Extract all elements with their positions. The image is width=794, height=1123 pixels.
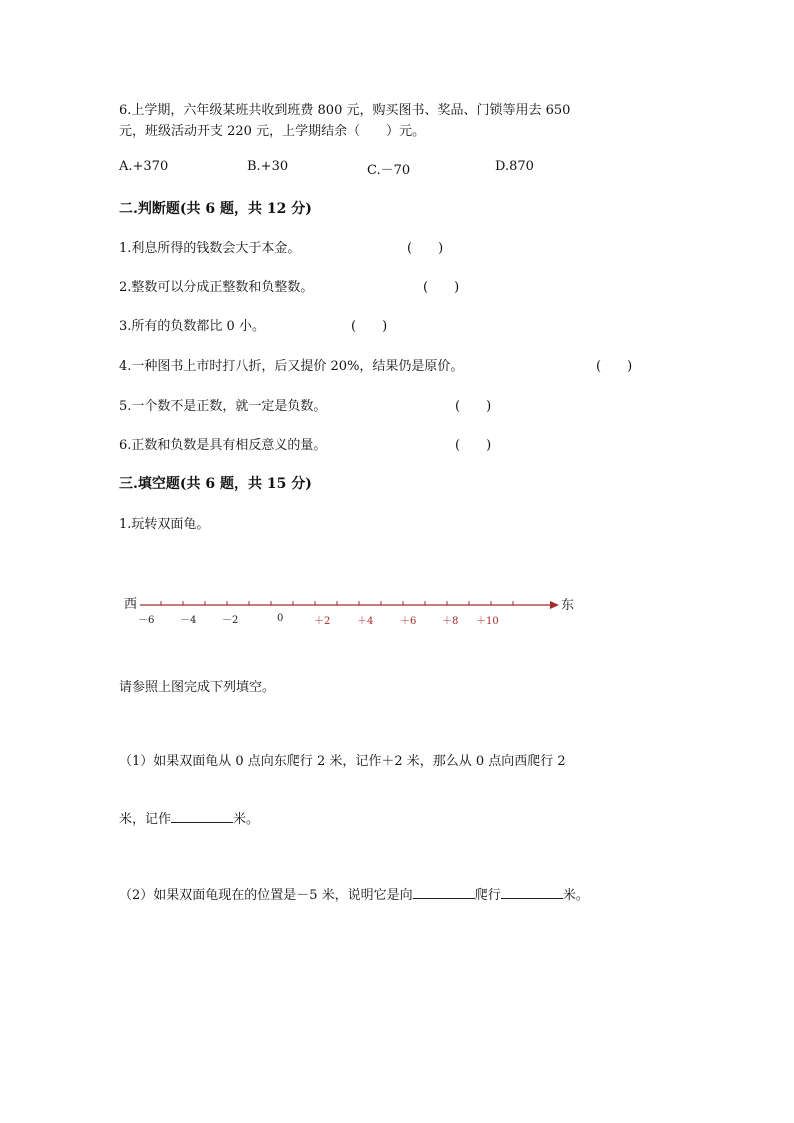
number-line-figure [118, 592, 588, 632]
answer-blank-1[interactable] [171, 808, 233, 823]
judge-item-5-text: 5.一个数不是正数，就一定是负数。 [119, 399, 327, 414]
section3-heading: 三.填空题(共 6 题，共 15 分) [119, 476, 312, 492]
label-neg2: －2 [222, 615, 239, 626]
east-label: 东 [561, 598, 575, 613]
fill-q1-title: 1.玩转双面龟。 [119, 517, 210, 532]
judge-item-2-paren: ( ) [423, 280, 460, 295]
answer-blank-3[interactable] [501, 884, 563, 899]
judge-item-2-text: 2.整数可以分成正整数和负整数。 [119, 280, 314, 295]
label-pos4: ＋4 [357, 616, 374, 627]
fill-sub1-pre: 米，记作 [119, 812, 172, 827]
judge-item-4-paren: ( ) [596, 359, 633, 374]
q6-line1: 6.上学期，六年级某班共收到班费 800 元，购买图书、奖品、门锁等用去 650 [119, 103, 571, 118]
west-label: 西 [124, 597, 138, 612]
label-pos10: ＋10 [476, 616, 499, 627]
judge-item-5-paren: ( ) [455, 399, 492, 414]
fill-sub1-post: 米。 [233, 812, 260, 827]
judge-item-6-paren: ( ) [455, 438, 492, 453]
fill-sub2-mid: 爬行 [474, 888, 501, 903]
label-pos2: ＋2 [314, 616, 331, 627]
label-neg4: －4 [180, 615, 197, 626]
number-line-svg [118, 592, 588, 632]
q6-option-c: C.－70 [367, 163, 411, 178]
judge-item-4-text: 4.一种图书上市时打八折，后又提价 20%，结果仍是原价。 [119, 359, 464, 374]
fill-sub2-pre: （2）如果双面龟现在的位置是－5 米，说明它是向 [119, 888, 413, 903]
judge-item-3-paren: ( ) [351, 319, 388, 334]
label-pos8: ＋8 [442, 616, 459, 627]
label-zero: 0 [277, 613, 284, 624]
label-pos6: ＋6 [400, 616, 417, 627]
q6-option-d: D.870 [495, 159, 534, 174]
fill-sub1-line1: （1）如果双面龟从 0 点向东爬行 2 米，记作＋2 米，那么从 0 点向西爬行 2 [119, 754, 566, 769]
q6-option-b: B.+30 [247, 159, 289, 174]
judge-item-3-text: 3.所有的负数都比 0 小。 [119, 319, 265, 334]
fill-sub2-post: 米。 [562, 888, 589, 903]
judge-item-6-text: 6.正数和负数是具有相反意义的量。 [119, 438, 327, 453]
fill-instruction: 请参照上图完成下列填空。 [119, 680, 276, 695]
q6-option-a: A.+370 [119, 159, 169, 174]
judge-item-1-text: 1.利息所得的钱数会大于本金。 [119, 241, 301, 256]
answer-blank-2[interactable] [413, 884, 475, 899]
number-line-arrowhead [550, 601, 559, 609]
fill-sub1-line2 [119, 808, 259, 827]
fill-sub2 [119, 884, 589, 903]
q6-line2: 元，班级活动开支 220 元，上学期结余（ ）元。 [119, 124, 426, 139]
section2-heading: 二.判断题(共 6 题，共 12 分) [119, 201, 312, 217]
judge-item-1-paren: ( ) [407, 241, 444, 256]
label-neg6: －6 [138, 615, 155, 626]
